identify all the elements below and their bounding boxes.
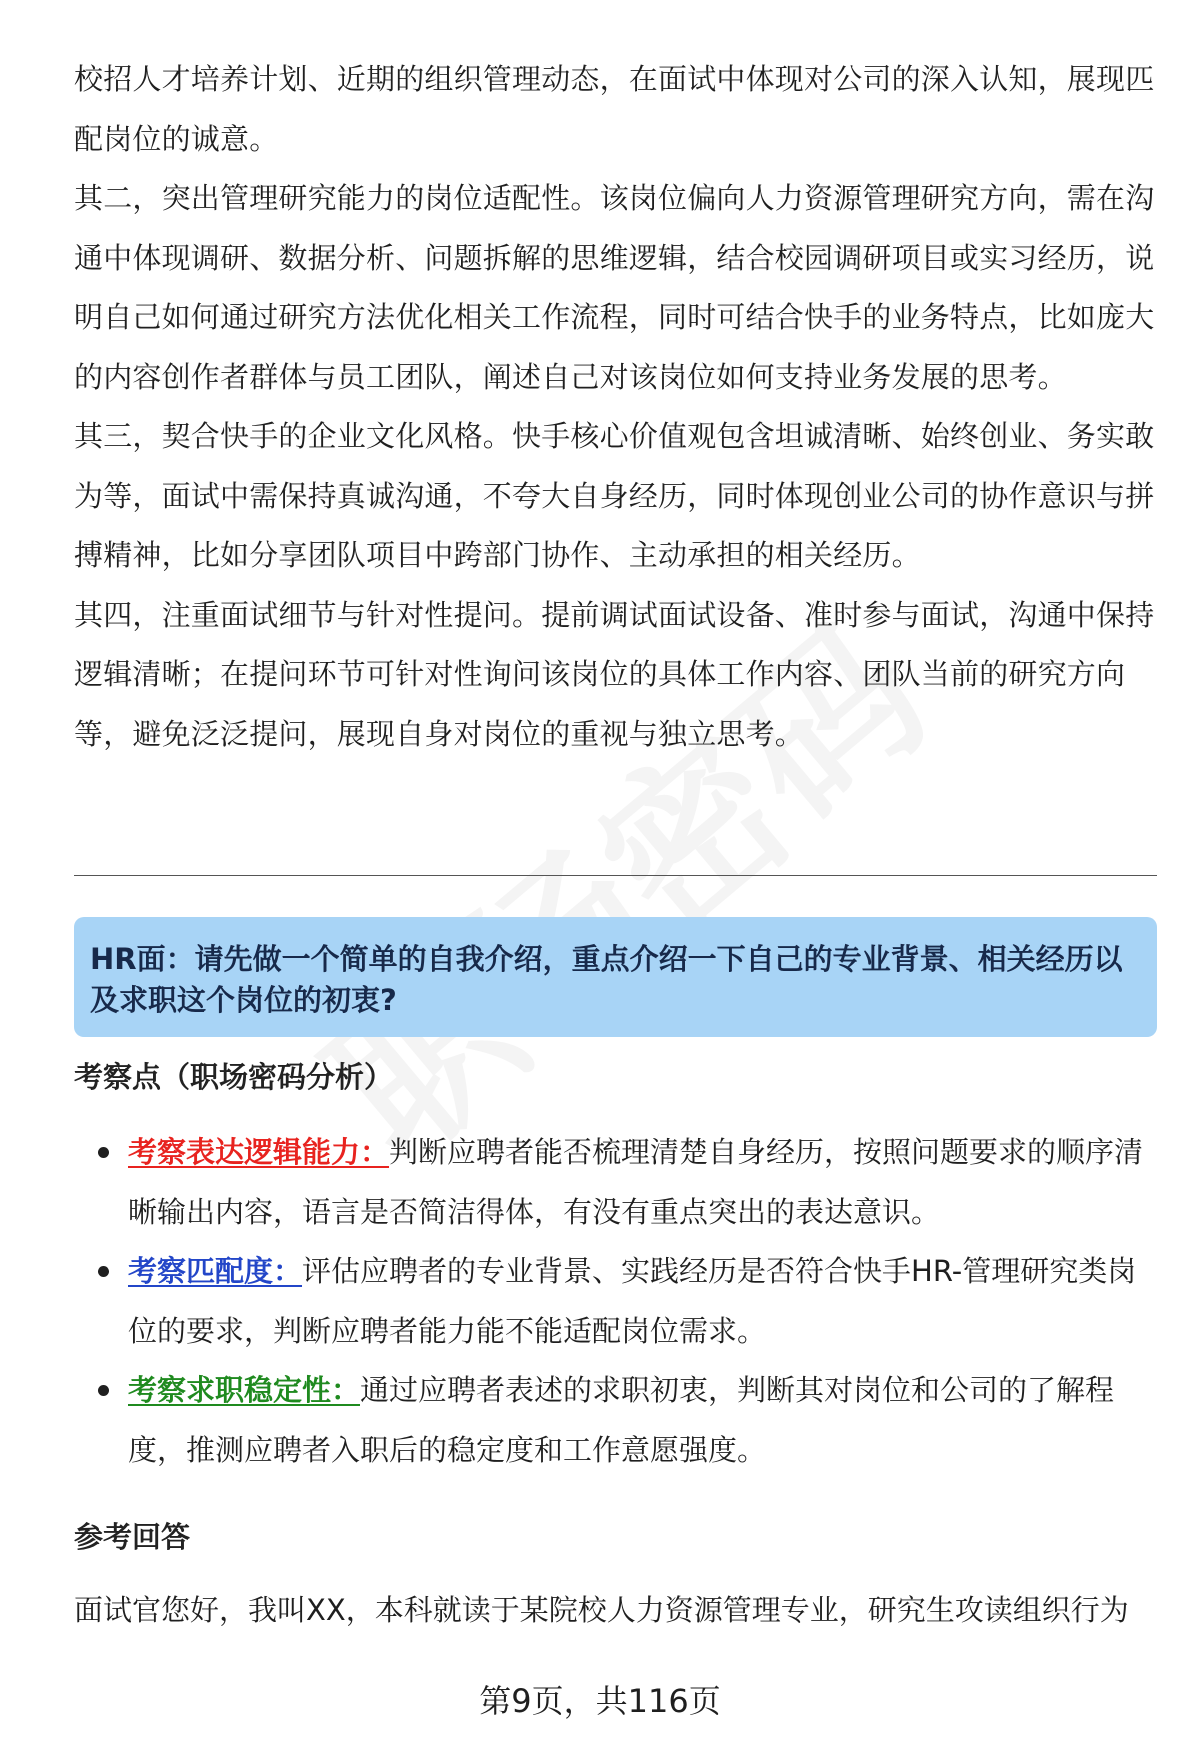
section-divider [74,875,1157,876]
point-label: 考察匹配度： [128,1254,303,1288]
analysis-title: 考察点（职场密码分析） [74,1060,394,1094]
point-label: 考察表达逻辑能力： [128,1135,390,1169]
analysis-points [74,1123,1160,1480]
question-text: HR面：请先做一个简单的自我介绍，重点介绍一下自己的专业背景、相关经历以及求职这个岗位的初衷? [90,942,1123,1017]
answer-text: 面试官您好，我叫XX，本科就读于某院校人力资源管理专业，研究生攻读组织行为 [74,1593,1129,1627]
paragraph-2: 其二，突出管理研究能力的岗位适配性。该岗位偏向人力资源管理研究方向，需在沟通中体现调研、数据分析、问题拆解的思维逻辑，结合校园调研项目或实习经历，说明自己如何通过研究方法优化相关工作流程，同时可结合快手的业务特点，比如庞大的内容创作者群体与员工团队，阐述自己对该岗位如何支持业务发展的思考。 [74,181,1155,394]
bullet-icon [98,1385,109,1396]
paragraph-3: 其三，契合快手的企业文化风格。快手核心价值观包含坦诚清晰、始终创业、务实敢为等，面试中需保持真诚沟通，不夸大自身经历，同时体现创业公司的协作意识与拼搏精神，比如分享团队项目中跨部门协作、主动承担的相关经历。 [74,419,1155,572]
page-number: 第9页，共116页 [479,1682,721,1720]
bullet-icon [98,1266,109,1277]
paragraph-4: 其四，注重面试细节与针对性提问。提前调试面试设备、准时参与面试，沟通中保持逻辑清晰；在提问环节可针对性询问该岗位的具体工作内容、团队当前的研究方向等，避免泛泛提问，展现自身对岗位的重视与独立思考。 [74,597,1155,751]
point-text: 评估应聘者的专业背景、实践经历是否符合快手HR-管理研究类岗位的要求，判断应聘者能力能不能适配岗位需求。 [128,1254,1137,1348]
bullet-icon [98,1147,109,1158]
point-stability [74,1361,1160,1480]
point-text: 通过应聘者表述的求职初衷，判断其对岗位和公司的了解程度，推测应聘者入职后的稳定度和工作意愿强度。 [128,1373,1115,1467]
point-logic [74,1123,1160,1242]
body-text [74,50,1160,764]
point-label: 考察求职稳定性： [128,1373,361,1407]
point-text: 判断应聘者能否梳理清楚自身经历，按照问题要求的顺序清晰输出内容，语言是否简洁得体，有没有重点突出的表达意识。 [128,1135,1144,1229]
paragraph-1: 校招人才培养计划、近期的组织管理动态，在面试中体现对公司的深入认知，展现匹配岗位的诚意。 [74,62,1155,156]
answer-title: 参考回答 [74,1520,191,1554]
question-box [74,917,1157,1037]
point-match [74,1242,1160,1361]
